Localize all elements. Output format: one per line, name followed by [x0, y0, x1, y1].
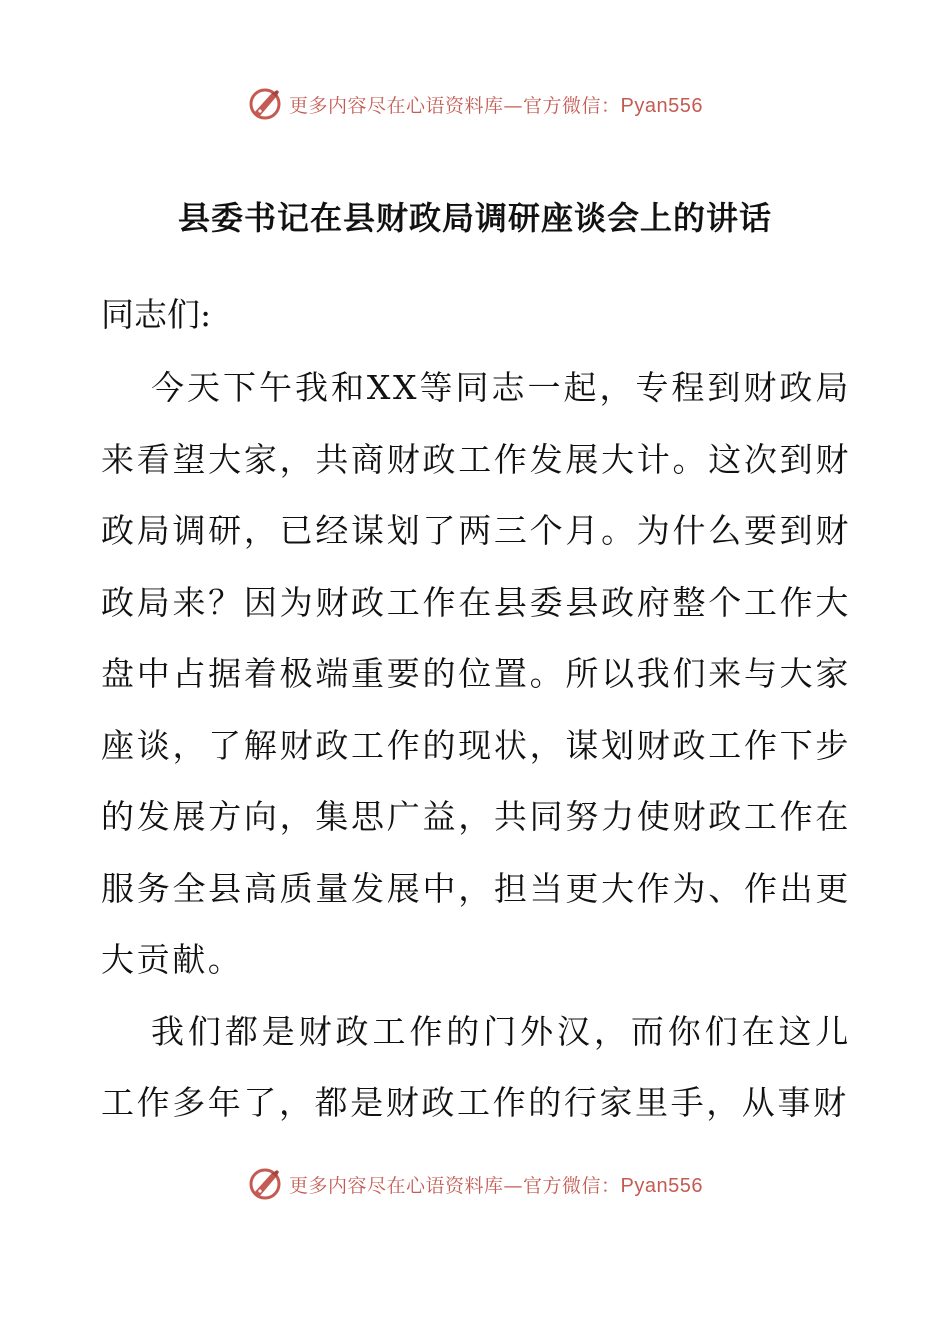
footer-banner-text — [289, 1171, 703, 1198]
salutation: 同志们: — [101, 295, 212, 334]
header-banner-text — [289, 91, 703, 118]
header-banner — [0, 80, 950, 128]
pen-nib-logo-icon — [247, 1166, 283, 1202]
document-title: 县委书记在县财政局调研座谈会上的讲话 — [177, 199, 772, 237]
body-paragraph-1: 今天下午我和XX等同志一起，专程到财政局来看望大家，共商财政工作发展大计。这次到财政局调研，已经谋划了两三个月。为什么要到财政局来？因为财政工作在县委县政府整个工作大盘中占据着极端重要的位置。所以我们来与大家座谈，了解财政工作的现状，谋划财政工作下步的发展方向，集思广益，共同努力使财政工作在服务全县高质量发展中，担当更大作为、作出更大贡献。 — [101, 368, 851, 979]
footer-banner-wechat-id: Pyan556 — [620, 1174, 703, 1197]
document-body — [101, 282, 851, 1139]
footer-banner-text-cn: 更多内容尽在心语资料库—官方微信： — [289, 1174, 621, 1197]
header-banner-wechat-id: Pyan556 — [620, 94, 703, 117]
pen-nib-logo-icon — [247, 86, 283, 122]
header-banner-content — [247, 86, 703, 122]
header-banner-text-cn: 更多内容尽在心语资料库—官方微信： — [289, 94, 621, 117]
body-paragraph-2: 我们都是财政工作的门外汉，而你们在这儿工作多年了，都是财政工作的行家里手，从事财 — [101, 1011, 851, 1122]
footer-banner — [0, 1160, 950, 1208]
footer-banner-content — [247, 1166, 703, 1202]
